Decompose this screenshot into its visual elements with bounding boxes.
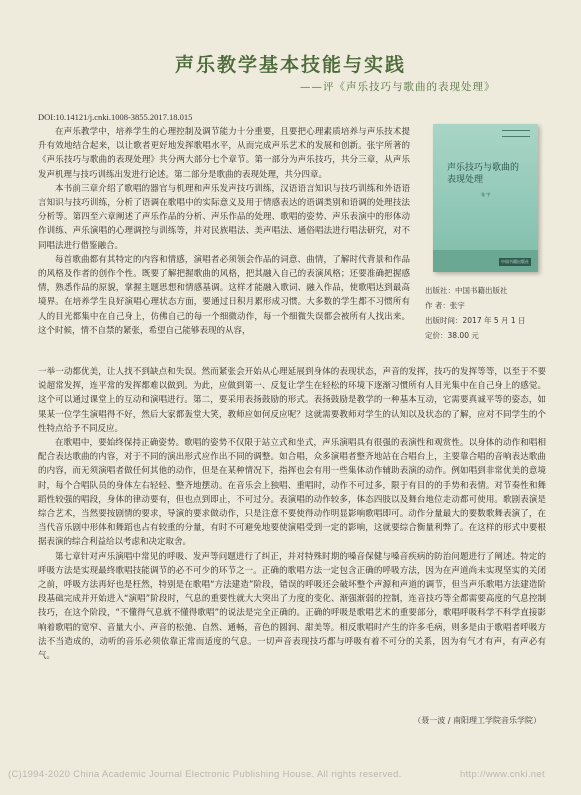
- doi-line: DOI:10.14121/j.cnki.1008-3855.2017.18.015: [38, 112, 193, 122]
- paragraph: 每首歌曲都有其特定的内容和情感，演唱者必须领会作品的词意、曲情，了解时代背景和作品的风格及作者的创作个性。既要了解把握歌曲的风格，把其融入自己的表演风格；还要准确把握感情，熟悉作品的原貌，掌握主题思想和情感基调。这样才能融入歌词、融入作品，使歌唱达到最高境界。在培养学生良好演唱心理状态方面，要通过日积月累形成习惯。大多数的学生都不习惯所有人的目光都集中在自己身上，仿佛自己的每一个细微动作，每一个细微失误都会被所有人找出来。这个时候，情不自禁的紧张，希望自己能够表现的从容，: [38, 254, 410, 336]
- article-title: 声乐教学基本技能与实践: [174, 54, 406, 76]
- book-info-price: 定价：38.00 元: [425, 331, 479, 340]
- paragraph: 本书前三章介绍了歌唱的器官与机理和声乐发声技巧训练，汉语语言知识与技巧训练和外语语言知识与技巧训练，分析了语调在歌唱中的实际意义及用于情感表达的语调类别和语调的处理技法分析等。第四至六章阐述了声乐作品的分析、声乐作品的处理、歌唱的姿势、声乐表演中的形体动作训练、声乐演唱的心理调控与训练等，并对民族唱法、美声唱法、通俗唱法进行唱法研究，对不同唱法进行借鉴融合。: [38, 183, 410, 251]
- book-cover-band: [433, 250, 538, 272]
- book-cover-title: 声乐技巧与歌曲的 表现处理: [447, 163, 520, 185]
- paragraph: 一举一动都优美，让人找不到缺点和失误。然而紧张会开始从心理延展到身体的表现状态，声音的发挥，技巧的发挥等等，以至于不要说超常发挥，连平常的发挥都难以做到。为此，应做到第一、反复让学生在轻松的环境下逐渐习惯所有人目光集中在自己身上的感觉。这个可以通过课堂上的互动和演唱进行。第二，要采用表扬鼓励的形式。表扬鼓励是教学的一种基本互动，它需要真诚平等的姿态，如果某一位学生演唱得不好，然后大家都轰堂大笑，教师应如何反应呢？这就需要教师对学生的认知以及状态的了解，应对不同学生的个性特点给予不同反应。: [38, 367, 546, 434]
- book-info: [425, 283, 555, 343]
- book-cover-publisher: 中国书籍出版社: [501, 259, 529, 264]
- book-info-author: 作 者：张宇: [425, 301, 465, 310]
- publisher-logo-icon: [502, 130, 530, 137]
- body-text-bottom: [38, 365, 546, 663]
- book-info-publisher: 出版社：中国书籍出版社: [425, 286, 508, 295]
- paragraph: 在声乐教学中，培养学生的心理控制及调节能力十分重要，且要把心理素质培养与声乐技术提升有效地结合起来，以让歌者更好地发挥歌唱水平，从而完成声乐艺术的发展和创新。张宇所著的《声乐技巧与歌曲的表现处理》共分两大部分七个章节。第一部分为声乐技巧，共分三章，从声乐发声机理与技巧训练出发进行论述。第二部分是歌曲的表现处理，共分四章。: [38, 127, 410, 180]
- page-footer: [8, 769, 573, 780]
- copyright-notice: (C)1994-2020 China Academic Journal Electronic Publishing House. All rights reserved.: [8, 769, 402, 780]
- article-subtitle: ——评《声乐技巧与歌曲的表现处理》: [300, 81, 496, 93]
- footer-link[interactable]: http://www.cnki.net: [460, 769, 545, 780]
- paragraph: 第七章针对声乐演唱中常见的呼吸、发声等问题进行了纠正，并对特殊时期的嗓音保健与嗓音疾病的防治问题进行了阐述。特定的呼吸方法是实现最终歌唱技能调节的必不可少的环节之一。正确的歌唱方法一定包含正确的呼吸方法，因为在声道尚未实现坚实的关闭之前，呼吸方法再好也是枉然，特别是在歌唱“方法建造”阶段，错误的呼吸还会破坏整个声源和声道的调节，但当声乐歌唱方法建造阶段基础完成并开始进入“演唱”阶段时，气息的重要性就大大突出了力度的变化、渐强渐弱的控制，连音技巧等全都需要高度的气息控制技巧，在这个阶段，“不懂得气息就不懂得歌唱”的说法是完全正确的。正确的呼吸是歌唱艺术的重要部分，歌唱呼吸科学不科学直接影响着歌唱的宽窄、音量大小、声音的松弛、自然、通畅，音色的圆润、甜美等。相反歌唱时产生的许多毛病，则多是由于歌唱者呼吸方法不当造成的，动听的音乐必须依靠正常而适度的气息。一切声音表现技巧都与呼吸有着不可分的关系，因为有气才有声，有声必有气。: [38, 551, 546, 662]
- paragraph: 在歌唱中，要始终保持正确姿势。歌唱的姿势不仅限于站立式和坐式，声乐演唱具有很强的表演性和观赏性。以身体的动作和唱相配合表达歌曲的内容，对于不同的演出形式应作出不同的调整。如合唱，众多演唱者整齐地站在合唱台上，主要靠合唱的音响表达歌曲的内容，而无须演唱者做任何其他的动作，但是在某种情况下，指挥也会有用一些集体动作辅助表演的动作。例如唱到非常优美的意境时，每个合唱队员的身体左右轻轻、整齐地摆动。在音乐会上独唱、重唱时，动作不可过多，限于有目的的手势和表情。对节奏性和舞蹈性较强的唱段，身体的律动要有，但也点到即止，不可过分。表演唱的动作较多，体态四肢以及舞台地位走动都可使用。歌剧表演是综合艺术，当然要按剧情的要求，导演的要求做动作，只是注意不要使得动作明显影响歌唱即可。动作分量最大的要数歌舞表演了，在当代音乐剧中形体和舞蹈也占有较重的分量，有时不可避免地要使演唱受到一定的影响，这就要综合衡量利弊了。在这样的形式中要根据表演的综合利益给以考虑和决定取舍。: [38, 438, 546, 548]
- body-text-top: [38, 125, 410, 338]
- book-cover-author: 张 宇: [481, 192, 491, 197]
- author-signature: （聂一波 / 南阳理工学院音乐学院）: [413, 716, 541, 725]
- book-cover-image: [433, 124, 538, 272]
- book-info-date: 出版时间：2017 年 5 月 1 日: [425, 316, 526, 325]
